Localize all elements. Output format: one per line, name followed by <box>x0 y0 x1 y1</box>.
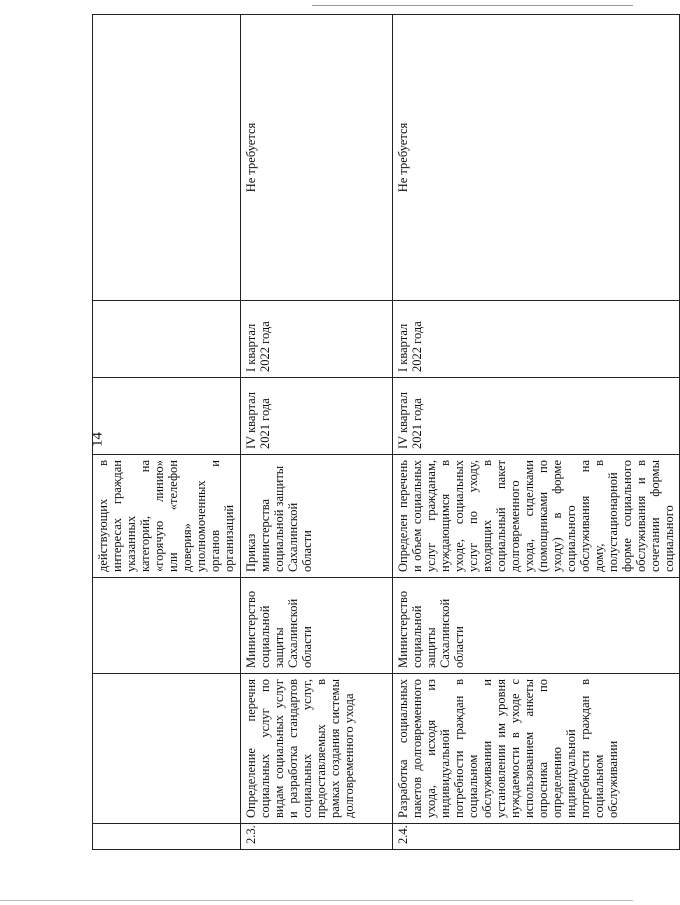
row-number: 2.3. <box>241 824 393 850</box>
cell-end <box>93 301 241 378</box>
end-date: I квартал 2022 года <box>241 301 393 378</box>
rotated-page-content <box>89 15 676 850</box>
cell-start <box>93 378 241 455</box>
note: Не требуется <box>241 15 393 301</box>
result-document: Приказ министерства социальной защиты Сахалинской области <box>241 455 393 578</box>
cell-name <box>93 674 241 824</box>
end-date: I квартал 2022 года <box>393 301 680 378</box>
scan-edge-line <box>312 5 633 6</box>
row-number: 2.4. <box>393 824 680 850</box>
cell-document: действующих в интересах граждан указанных категорий, на «горячую линию» или «телефон доверия» уполномоченных органов и организаций <box>93 455 241 578</box>
cell-note <box>93 15 241 301</box>
table-row <box>241 15 393 850</box>
table-row <box>393 15 680 850</box>
measure-name: Разработка социальных пакетов долговременного ухода, исходя из индивидуальной потребности граждан в социальном обслуживании и установлении им уровня нуждаемости в уходе с использованием анкеты опросника по определению индивидуальной потребности граждан в социальном обслуживании <box>393 674 680 824</box>
executor: Министерство социальной защиты Сахалинской области <box>393 578 680 674</box>
start-date: IV квартал 2021 года <box>393 378 680 455</box>
result-document: Определен перечень и объем социальных услуг гражданам, нуждающимся в уходе, социальных услуг по уходу, входящих в социальный пакет долговременного ухода, сиделками (помощниками по уходу) в форме социального обслуживания на дому, в полустационарной форме социального обслуживания и в сочетании формы социального <box>393 455 680 578</box>
cell-num <box>93 824 241 850</box>
executor: Министерство социальной защиты Сахалинской области <box>241 578 393 674</box>
cell-executor <box>93 578 241 674</box>
page-number: 14 <box>89 432 106 447</box>
table-row-continuation <box>93 15 241 850</box>
measure-name: Определение перечня социальных услуг по видам социальных услуг и разработка стандартов социальных услуг, предоставляемых в рамках создания системы долговременного ухода <box>241 674 393 824</box>
plan-table <box>89 14 680 850</box>
start-date: IV квартал 2021 года <box>241 378 393 455</box>
scan-edge-line-bottom <box>0 900 633 901</box>
note: Не требуется <box>393 15 680 301</box>
